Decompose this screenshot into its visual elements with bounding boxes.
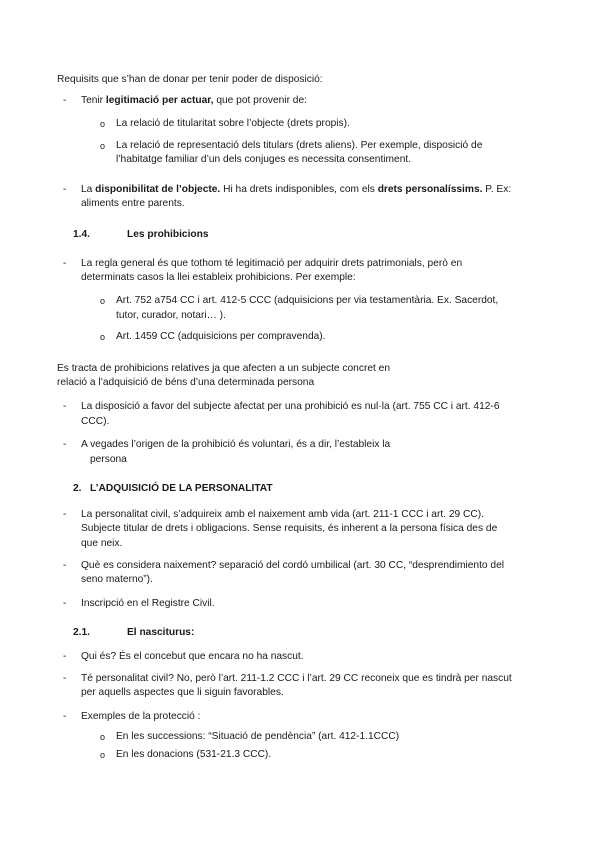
- personalitat-line3: que neix.: [81, 538, 123, 549]
- prohibicions-line1: La regla general és que tothom té legitimació per adquirir drets patrimonials, però en: [81, 258, 463, 269]
- list-dash: -: [63, 258, 67, 269]
- list-dash: -: [63, 439, 67, 450]
- section-title: L’ADQUISICIÓ DE LA PERSONALITAT: [90, 483, 273, 494]
- list-dash: -: [63, 401, 67, 412]
- prohibicions-sub1-line2: tutor, curador, notari… ).: [116, 310, 226, 321]
- relatives-line1: Es tracta de prohibicions relatives ja que afecten a un subjecte concret en: [57, 363, 390, 374]
- exemples-sub2: En les donacions (531-21.3 CCC).: [116, 749, 272, 760]
- list-dash: -: [63, 560, 67, 571]
- legitimacio-sub1: La relació de titularitat sobre l’objecte (drets propis).: [116, 118, 350, 129]
- nulla-line2: CCC).: [81, 416, 110, 427]
- list-bullet: o: [100, 296, 106, 306]
- disponibilitat-post: P. Ex:: [482, 184, 512, 195]
- legitimacio-pre: Tenir: [81, 95, 106, 106]
- naixement-line2: seno materno”).: [81, 574, 153, 585]
- list-bullet: o: [100, 119, 106, 129]
- section-number: 2.: [73, 483, 82, 494]
- list-dash: -: [63, 711, 67, 722]
- prohibicions-line2: determinats casos la llei estableix prohibicions. Per exemple:: [81, 272, 356, 283]
- naixement-line1: Què es considera naixement? separació del cordó umbilical (art. 30 CC, “desprendimiento del: [81, 560, 505, 571]
- personalitat-line1: La personalitat civil, s’adquireix amb el naixement amb vida (art. 211-1 CCC i art. 29 CC).: [81, 509, 484, 520]
- list-dash: -: [63, 95, 67, 106]
- personalitat-civil-line1: Té personalitat civil? No, però l’art. 211-1.2 CCC i l’art. 29 CC reconeix que es tindrà per nascut: [81, 673, 512, 684]
- list-dash: -: [63, 509, 67, 520]
- disponibilitat-bold1: disponibilitat de l’objecte.: [95, 184, 221, 195]
- list-bullet: o: [100, 332, 106, 342]
- intro-text: Requisits que s’han de donar per tenir poder de disposició:: [57, 74, 323, 85]
- section-title: Les prohibicions: [127, 229, 209, 240]
- list-bullet: o: [100, 141, 106, 151]
- voluntari-line1: A vegades l’origen de la prohibició és voluntari, és a dir, l’estableix la: [81, 439, 391, 450]
- disponibilitat-item: [81, 183, 511, 196]
- legitimacio-item: [81, 94, 307, 107]
- legitimacio-sub2-line1: La relació de representació dels titulars (drets aliens). Per exemple, disposició de: [116, 140, 483, 151]
- prohibicions-sub2: Art. 1459 CC (adquisicions per compravenda).: [116, 331, 326, 342]
- list-dash: -: [63, 598, 67, 609]
- list-dash: -: [63, 651, 67, 662]
- legitimacio-bold: legitimació per actuar,: [105, 95, 214, 106]
- disponibilitat-line2: aliments entre parents.: [81, 198, 185, 209]
- relatives-line2: relació a l’adquisició de béns d’una determinada persona: [57, 377, 315, 388]
- legitimacio-post: que pot provenir de:: [213, 95, 307, 106]
- qui-es: Qui és? És el concebut que encara no ha nascut.: [81, 651, 304, 662]
- disponibilitat-pre: La: [81, 184, 96, 195]
- voluntari-line2: persona: [90, 454, 127, 465]
- inscripcio: Inscripció en el Registre Civil.: [81, 598, 215, 609]
- section-number: 2.1.: [73, 627, 90, 638]
- personalitat-civil-line2: per aquells aspectes que li siguin favorables.: [81, 687, 284, 698]
- nulla-line1: La disposició a favor del subjecte afectat per una prohibició es nul·la (art. 755 CC i art. 412-6: [81, 401, 500, 412]
- list-dash: -: [63, 184, 67, 195]
- exemples: Exemples de la protecció :: [81, 711, 201, 722]
- disponibilitat-mid: Hi ha drets indisponibles, com els: [220, 184, 378, 195]
- exemples-sub1: En les successions: “Situació de pendència” (art. 412-1.1CCC): [116, 731, 400, 742]
- disponibilitat-bold2: drets personalíssims.: [377, 184, 483, 195]
- prohibicions-sub1-line1: Art. 752 a754 CC i art. 412-5 CCC (adquisicions per via testamentària. Ex. Sacerdot,: [116, 295, 499, 306]
- section-title: El nasciturus:: [127, 627, 195, 638]
- legitimacio-sub2-line2: l’habitatge familiar d’un dels conjuges es necessita consentiment.: [116, 154, 412, 165]
- section-number: 1.4.: [73, 229, 90, 240]
- list-bullet: o: [100, 750, 106, 760]
- list-bullet: o: [100, 732, 106, 742]
- personalitat-line2: Subjecte titular de drets i obligacions. Sense requisits, és inherent a la persona física des de: [81, 523, 498, 534]
- list-dash: -: [63, 673, 67, 684]
